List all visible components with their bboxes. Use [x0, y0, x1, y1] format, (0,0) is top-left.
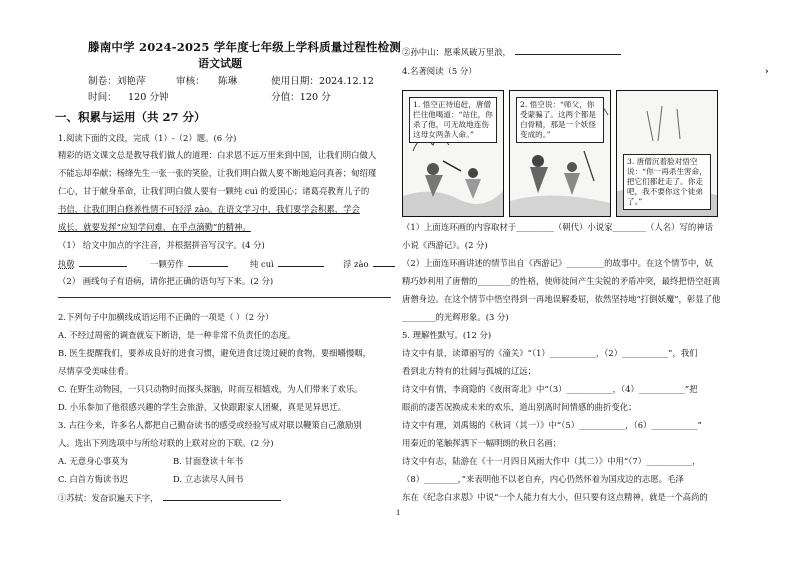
comic-panel-3: [616, 90, 718, 217]
passage-line-3: 仁心，甘于献身革命，让我们明白做人要有一颗纯 cuì 的爱国心；诸葛亮教育儿子的: [58, 186, 370, 196]
q3-item-1: [58, 492, 281, 504]
recite-line-3: 诗文中有情，李商隐的《夜雨寄北》中“（3）___________，（4）___________”把: [402, 384, 698, 394]
word-1: [58, 258, 127, 270]
q3-item-2-blank[interactable]: [515, 46, 621, 55]
q2-option-c[interactable]: C. 在野生动物园，一只只动物时而探头探脑，时而互相嬉戏，为人们带来了欢乐。: [58, 384, 363, 394]
q4-2-line-2: 精巧妙利用了唐僧的________的性格，使师徒间产生尖锐的矛盾冲突，最终把悟空赶离: [402, 276, 721, 286]
q2-option-d[interactable]: D. 小乐参加了他很感兴趣的学生会旅游，又快跟跟家人团聚，真是见异思迁。: [58, 402, 347, 412]
word-2-blank[interactable]: [188, 258, 228, 267]
q2-option-b-cont: 尽情享受美味佳肴。: [58, 366, 134, 376]
comic-panel-2: [509, 90, 611, 217]
answer-line[interactable]: [58, 297, 391, 298]
meta-reviewer: 陈琳: [218, 76, 238, 87]
exam-subtitle: 语文试题: [198, 57, 242, 70]
comic-caption-1: 1. 悟空正待追赶，唐僧拦住他喝道：“站住，你杀了他，可无故地连伤这母女两条人命。”: [409, 97, 497, 143]
comic-caption-2: 2. 悟空说：“师父，你受蒙骗了。这两个都是白骨精，那是一个妖怪变成的。”: [516, 97, 604, 143]
word-3: [250, 258, 324, 270]
passage-line-2: 不能忘却奉献；杨绛先生一张一张的笑脸，让我们明白做人要不断地追问真善；甸绍瑾: [58, 168, 377, 178]
passage-line-1: 精彩的语文课文总是教导我们做人的道理：白求恩不远万里来到中国，让我们明白做人: [58, 150, 377, 160]
recite-line-1: 诗文中有景，读谭丽写的《潼关》“（1）___________，（2）___________”，我们: [402, 348, 698, 358]
q4-2-line-4: ________的光辉形象。(3 分): [402, 312, 509, 322]
word-3-blank[interactable]: [278, 258, 324, 267]
q1-1: （1） 给文中加点的字注音，并根据拼音写汉字。(4 分): [58, 240, 265, 250]
word-4: [343, 258, 395, 270]
recite-line-7: 诗文中有志，陆游在《十一月四日风雨大作中（其二）》中用“（7）___________，: [402, 456, 701, 466]
passage-line-5: 成长，就要发挥“应知学问难，在乎点滴勤”的精神。: [58, 222, 251, 232]
word-4-blank[interactable]: [373, 258, 395, 267]
section-heading: 一、积累与运用（共 27 分）: [55, 110, 206, 124]
q3-option-b[interactable]: B. 甘面登读十年书: [173, 456, 244, 466]
corner-mark-icon: ›: [765, 67, 769, 77]
comic-caption-3: 3. 唐僧沉着脸对悟空说：“你一再杀生害命，把它们都赶走了。你走吧，我不要你这个徒弟了。”: [623, 154, 711, 210]
recite-line-6: 用秦近的笔触挥洒下一幅明朗的秋日名画；: [402, 438, 562, 448]
recite-line-5: 诗文中有理，刘禹锡的《秋词（其一）》中“（5）___________，（6）___________”: [402, 420, 702, 430]
recite-line-8: （8）________，”来表明他不以老自弃，内心仍然怀着为国戍边的志愿。毛泽: [402, 474, 684, 484]
q3-item-2-text: ②孙中山：愿乘风破万里浪，: [402, 47, 511, 57]
page-number: 1: [396, 509, 401, 517]
word-2: [150, 258, 228, 270]
meta-time-label: 时间：: [88, 92, 117, 103]
q3-stem-1: 3. 古往今来，许多名人都把自己勤奋读书的感受或经验写成对联以鞭策自己激励别: [58, 420, 362, 430]
q3-option-a[interactable]: A. 无意身心事莫为: [58, 456, 128, 466]
recite-line-2: 看到北方特有的壮阔与孤城的辽远；: [402, 366, 536, 376]
word-3-label: 纯 cuì: [250, 259, 274, 269]
word-1-blank[interactable]: [79, 258, 127, 267]
q3-stem-2: 人。选出下列选项中与所给对联的上联对应的下联。(2 分): [58, 438, 274, 448]
q3-item-1-blank[interactable]: [163, 492, 281, 501]
q4-2-line-1: （2）上面连环画讲述的情节出自《西游记》_________的故事中。在这个情节中，妖: [402, 258, 714, 268]
meta-maker: 制卷：刘艳萍: [88, 76, 146, 87]
q2-option-a[interactable]: A. 不经过周密的调查就妄下断语，是一种非常不负责任的态度。: [58, 330, 296, 340]
q4-heading: 4.名著阅读（5 分）: [402, 66, 477, 76]
q1-2: （2） 画线句子有语病，请你把正确的语句写下来。(2 分): [58, 276, 274, 286]
meta-reviewer-label: 审核：: [176, 76, 205, 87]
q3-item-1-text: ①苏轼：发奋识遍天下字，: [58, 493, 159, 503]
passage-line-4: 书信，让我们明白修养性情不可轻浮 zào。在语文学习中，我们要学会积累，学会: [58, 204, 360, 214]
word-1-label: 执敬: [58, 259, 75, 269]
meta-time: 120 分钟: [128, 92, 169, 103]
q3-option-d[interactable]: D. 立志读尽人间书: [173, 474, 244, 484]
q4-2-line-3: 唐僧身边。在这个情节中悟空得到一再地误解委屈，依然坚持地“打倒妖魔”，彰显了他: [402, 294, 721, 304]
q1-intro: 1.阅读下面的文段，完成（1）-（2）题。(6 分): [58, 133, 237, 143]
q5-heading: 5. 理解性默写。(12 分): [402, 330, 492, 340]
meta-score: 分值：120 分: [271, 92, 331, 103]
comic-panel-1: [402, 90, 504, 217]
q2-option-b[interactable]: B. 医生提醒我们，要养成良好的进食习惯，避免进食过烫过硬的食物，要细嚼慢咽，: [58, 348, 371, 358]
q3-option-c[interactable]: C. 白首方悔读书迟: [58, 474, 129, 484]
q4-1: （1）上面连环画的内容取材于_________（朝代）小说家________（人名）写的神话: [402, 222, 714, 232]
q3-item-2: [402, 46, 621, 58]
recite-line-4: 眼前的凄苦况换成未来的欢乐，道出别离时间情感的曲折变化；: [402, 402, 637, 412]
q2-stem: 2.下列句子中加横线成语运用不正确的一项是（ ）（2 分）: [58, 312, 274, 322]
exam-title: 滕南中学 2024-2025 学年度七年级上学科质量过程性检测: [88, 40, 401, 54]
meta-date: 使用日期：2024.12.12: [271, 76, 374, 87]
word-2-label: 一颗劳作: [150, 259, 184, 269]
word-4-label: 浮 zào: [343, 259, 369, 269]
q4-1-cont: 小说《西游记》。(2 分): [402, 240, 488, 250]
recite-line-9: 东在《纪念白求恩》中说“一个人能力有大小，但只要有这点精神，就是一个高尚的: [402, 492, 708, 502]
